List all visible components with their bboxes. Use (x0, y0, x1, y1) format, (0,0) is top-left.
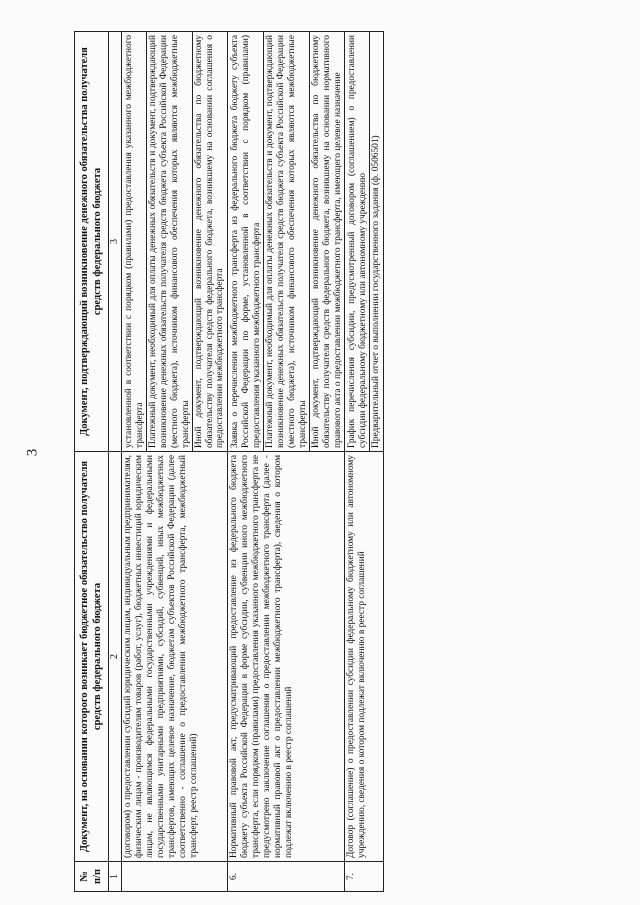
confirming-document-item: График перечисления субсидии, предусмотренный договором (соглашением) о предоставлении субсидии федеральному бюджетному или автономному учреждению (347, 35, 369, 448)
table-body (122, 32, 384, 892)
confirming-document-item: Иной документ, подтверждающий возникновение денежного обязательства по бюджетному обязательству получателя средств федерального бюджета, возникшему на основании нормативного правового акта о предоставлении межбюджетного трансферта, имеющего целевое назначение (309, 32, 344, 451)
table-row (228, 32, 345, 892)
basis-document-cell: Нормативный правовой акт, предусматривающий предоставление из федерального бюджета бюджету субъекта Российской Федерации в форме субсидии, субвенции иного межбюджетного трансферта, если порядком (правилами) предоставления указанного межбюджетного трансферта не предусмотрено заключение соглашения о предоставлении межбюджетного трансферта (далее - нормативный правовой акт о предоставлении межбюджетного трансферта), сведения о котором подлежат включению в реестр соглашений (228, 452, 345, 862)
confirming-documents-cell (122, 32, 228, 452)
confirming-document-item: Заявка о перечислении межбюджетного трансферта из федерального бюджета бюджету субъекта Российской Федерации по форме, установленной в соответствии с порядком (правилами) предоставления указанного межбюджетного трансферта (230, 35, 263, 448)
table-header-row (75, 32, 109, 892)
confirming-document-item: Иной документ, подтверждающий возникновение денежного обязательства по бюджетному обязательству получателя средств федерального бюджета, возникшему на основании соглашения о предоставлении межбюджетного трансферта (192, 32, 227, 451)
column-index: 1 (109, 862, 122, 892)
column-index-row (109, 32, 122, 892)
confirming-documents-cell (228, 32, 345, 452)
rotated-table-wrapper (74, 32, 594, 892)
header-basis-document: Документ, на основании которого возникает бюджетное обязательство получателя средств федерального бюджета (75, 452, 109, 862)
obligations-table (74, 31, 384, 892)
column-index: 2 (109, 452, 122, 862)
basis-document-cell: Договор (соглашение) о предоставлении субсидии федеральному бюджетному или автономному учреждению, сведения о котором подлежат включению в реестр соглашений (345, 452, 384, 862)
confirming-document-item: Предварительный отчет о выполнении государственного задания (ф. 0506501) (369, 32, 382, 451)
table-row (345, 32, 384, 892)
row-number (122, 862, 228, 892)
confirming-document-item: Платежный документ, необходимый для оплаты денежных обязательств и документ, подтверждающий возникновение денежных обязательств получателя средств бюджета субъекта Российской Федерации (местного бюджета), источником финансового обеспечения которых являются межбюджетные трансферты (146, 32, 192, 451)
table-row (122, 32, 228, 892)
confirming-document-item: установленной в соответствии с порядком (правилами) предоставления указанного межбюджетного трансферта (124, 35, 146, 448)
confirming-documents-cell (345, 32, 384, 452)
basis-document-cell: (договором) о предоставлении субсидий юридическим лицам, индивидуальным предпринимателям, физическим лицам - производителям товаров (работ, услуг), бюджетных инвестиций юридическим лицам, не являющимся федеральными государственными учреждениями и федеральными государственными унитарными предприятиями, субсидий, субвенций, иных межбюджетных трансфертов, имеющих целевое назначение, бюджетам субъектов Российской Федерации (далее соответственно - соглашение о предоставлении межбюджетного трансферта, межбюджетный трансферт, реестр соглашений) (122, 452, 228, 862)
confirming-document-item: Платежный документ, необходимый для оплаты денежных обязательств и документ, подтверждающий возникновение денежных обязательств получателя средств бюджета субъекта Российской Федерации (местного бюджета), источником финансового обеспечения которых являются межбюджетные трансферты (263, 32, 309, 451)
row-number: 6. (228, 862, 345, 892)
header-number: № п/п (75, 862, 109, 892)
page-number: 3 (24, 448, 41, 457)
header-confirming-document: Документ, подтверждающий возникновение денежного обязательства получателя средств федерального бюджета (75, 32, 109, 452)
column-index: 3 (109, 32, 122, 452)
row-number: 7. (345, 862, 384, 892)
